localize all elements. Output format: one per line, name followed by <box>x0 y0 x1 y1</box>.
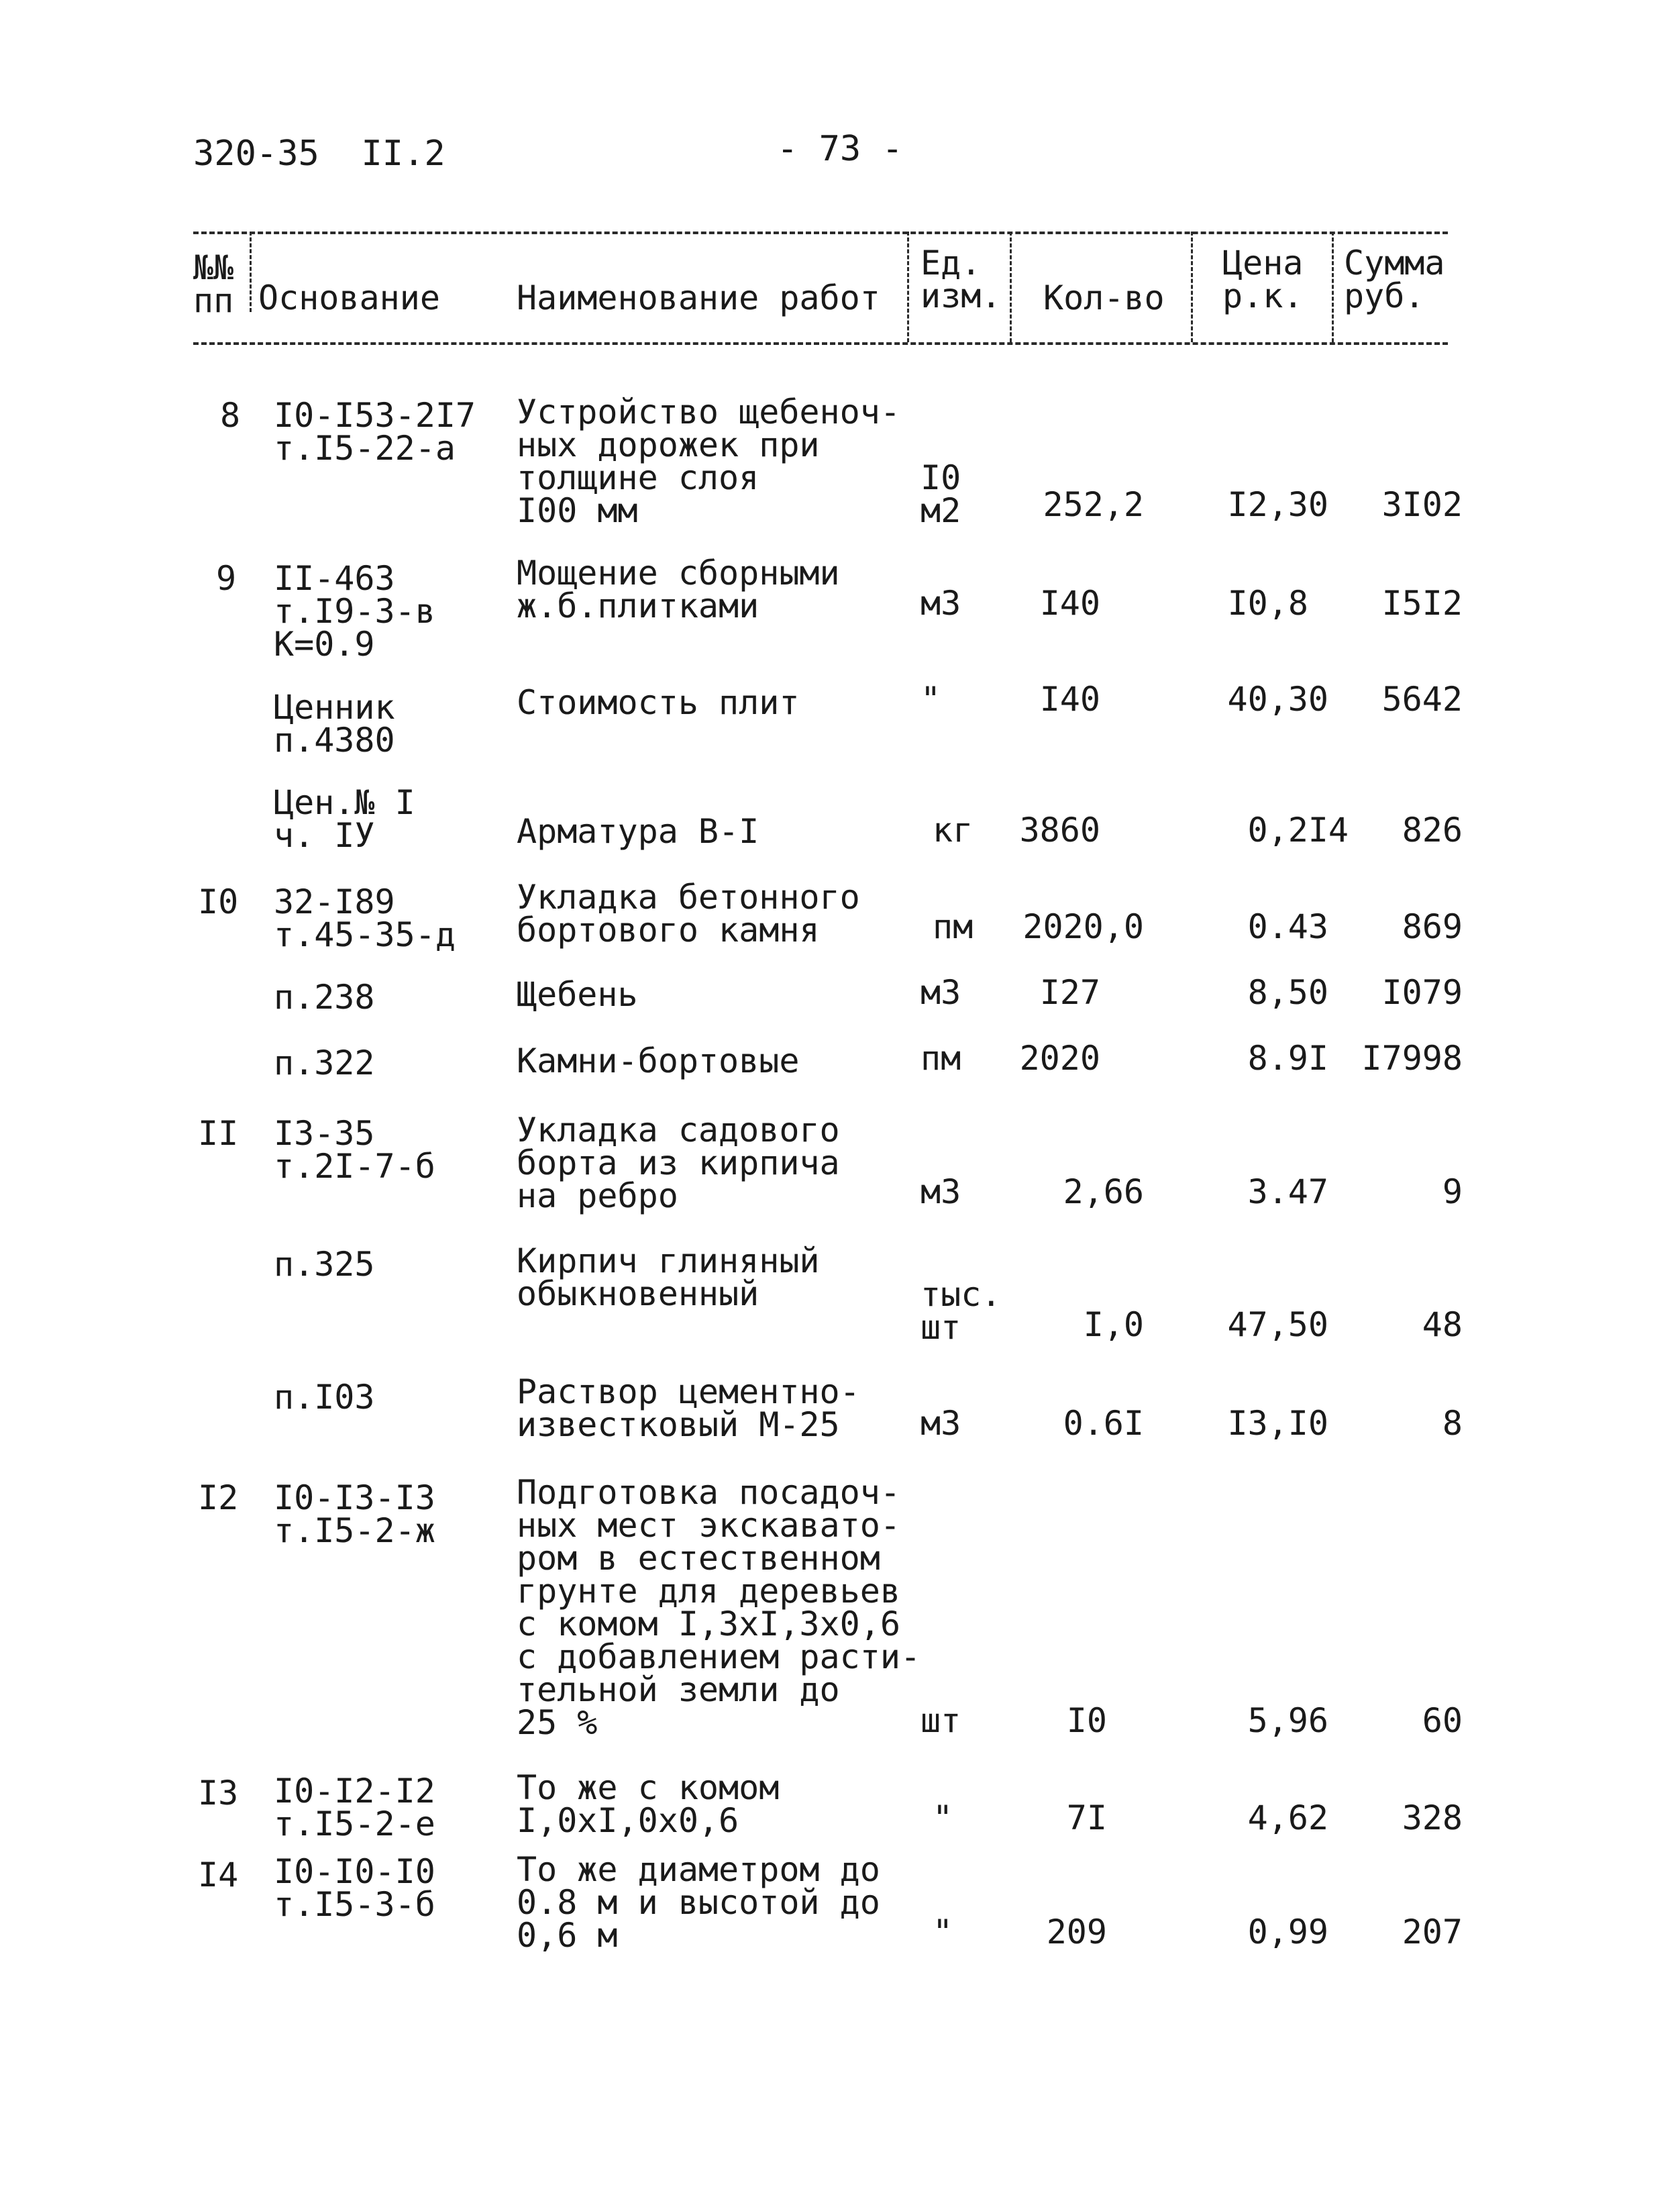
row-basis: п.I03 <box>274 1378 375 1417</box>
row-sum: 60 <box>1422 1701 1463 1740</box>
row-sum: 869 <box>1402 907 1463 946</box>
row-basis: I0-I53-2I7 т.I5-22-а <box>274 396 476 468</box>
row-price: 8,50 <box>1247 973 1328 1012</box>
row-sum: 48 <box>1422 1305 1463 1344</box>
column-header-name: Наименование работ <box>517 278 880 317</box>
row-work-name: Устройство щебеноч- ных дорожек при толщине слоя I00 мм <box>517 393 900 530</box>
row-basis: п.325 <box>274 1245 375 1284</box>
row-work-name: Укладка бетонного бортового камня <box>517 878 860 950</box>
row-work-name: Мощение сборными ж.б.плитками <box>517 554 840 625</box>
row-quantity: 3860 <box>1019 811 1100 850</box>
row-sum: I079 <box>1381 973 1463 1012</box>
column-header-num: №№ пп <box>193 248 234 320</box>
row-sum: 5642 <box>1381 680 1463 719</box>
row-work-name: То же с комом I,0xI,0x0,6 <box>517 1768 780 1840</box>
row-work-name: Арматура В-I <box>517 812 759 851</box>
row-number: I2 <box>198 1478 239 1517</box>
row-basis: 32-I89 т.45-35-д <box>274 882 456 954</box>
row-unit: м3 <box>921 973 961 1012</box>
column-divider <box>1332 232 1334 342</box>
row-work-name: Камни-бортовые <box>517 1041 800 1080</box>
row-quantity: I27 <box>1039 973 1100 1012</box>
row-quantity: 2020,0 <box>1022 907 1144 946</box>
row-number: 8 <box>220 396 241 435</box>
row-quantity: I,0 <box>1083 1305 1144 1344</box>
row-unit: пм <box>921 1039 961 1078</box>
column-header-unit: Ед. изм. <box>921 244 1002 315</box>
row-work-name: Щебень <box>517 975 638 1014</box>
column-divider <box>1010 232 1012 342</box>
row-unit: м3 <box>921 1404 961 1443</box>
row-work-name: То же диаметром до 0.8 м и высотой до 0,6 м <box>517 1850 880 1955</box>
row-basis: I0-I0-I0 т.I5-3-б <box>274 1852 435 1924</box>
row-sum: 207 <box>1402 1913 1463 1951</box>
row-sum: I5I2 <box>1381 584 1463 623</box>
header-bottom-rule <box>193 342 1448 345</box>
page-number: - 73 - <box>777 129 903 169</box>
column-header-qty: Кол-во <box>1043 278 1165 317</box>
row-quantity: 2020 <box>1019 1039 1100 1078</box>
row-quantity: 2,66 <box>1063 1172 1144 1211</box>
row-basis: п.238 <box>274 978 375 1017</box>
row-basis: п.322 <box>274 1044 375 1082</box>
row-number: II <box>198 1114 239 1153</box>
row-basis: Цен.№ I ч. IУ <box>274 783 415 855</box>
row-quantity: 0.6I <box>1063 1404 1144 1443</box>
row-sum: I7998 <box>1361 1039 1463 1078</box>
row-work-name: Раствор цементно- известковый М-25 <box>517 1372 860 1444</box>
column-divider <box>907 232 909 342</box>
header-top-rule <box>193 232 1448 234</box>
row-price: 5,96 <box>1247 1701 1328 1740</box>
column-divider <box>250 232 252 312</box>
row-price: 0.43 <box>1247 907 1328 946</box>
row-work-name: Стоимость плит <box>517 683 800 722</box>
row-price: 3.47 <box>1247 1172 1328 1211</box>
column-header-sum: Сумма руб. <box>1344 244 1445 315</box>
row-number: I0 <box>198 882 239 921</box>
row-unit: " <box>933 1913 953 1951</box>
row-unit: I0 м2 <box>921 458 961 530</box>
row-unit: м3 <box>921 584 961 623</box>
row-quantity: I40 <box>1039 680 1100 719</box>
row-unit: шт <box>921 1701 961 1740</box>
row-price: 0,99 <box>1247 1913 1328 1951</box>
row-unit: " <box>933 1798 953 1837</box>
row-price: I3,I0 <box>1227 1404 1328 1443</box>
row-work-name: Укладка садового борта из кирпича на ребро <box>517 1111 840 1215</box>
row-sum: 3I02 <box>1381 485 1463 524</box>
row-basis: Ценник п.4380 <box>274 688 395 760</box>
row-unit: пм <box>933 907 974 946</box>
row-price: 4,62 <box>1247 1798 1328 1837</box>
row-basis: I3-35 т.2I-7-б <box>274 1114 435 1186</box>
row-number: I4 <box>198 1855 239 1894</box>
row-quantity: 209 <box>1046 1913 1107 1951</box>
row-price: 40,30 <box>1227 680 1328 719</box>
row-sum: 826 <box>1402 811 1463 850</box>
row-unit: м3 <box>921 1172 961 1211</box>
document-code: 320-35 II.2 <box>193 134 445 174</box>
row-price: 47,50 <box>1227 1305 1328 1344</box>
row-sum: 328 <box>1402 1798 1463 1837</box>
row-number: 9 <box>216 559 237 598</box>
row-number: I3 <box>198 1774 239 1813</box>
row-price: I2,30 <box>1227 485 1328 524</box>
row-sum: 8 <box>1442 1404 1463 1443</box>
row-basis: I0-I3-I3 т.I5-2-ж <box>274 1478 435 1550</box>
row-work-name: Кирпич глиняный обыкновенный <box>517 1241 820 1313</box>
row-quantity: I0 <box>1066 1701 1107 1740</box>
row-quantity: 7I <box>1066 1798 1107 1837</box>
row-quantity: I40 <box>1039 584 1100 623</box>
row-unit: " <box>921 680 941 719</box>
column-header-basis: Основание <box>258 278 440 317</box>
row-price: 8.9I <box>1247 1039 1328 1078</box>
row-basis: II-463 т.I9-3-в К=0.9 <box>274 559 435 664</box>
row-unit: кг <box>933 811 974 850</box>
row-unit: тыс. шт <box>921 1275 1002 1347</box>
column-header-price: Цена р.к. <box>1222 244 1304 315</box>
row-basis: I0-I2-I2 т.I5-2-е <box>274 1772 435 1843</box>
row-price: 0,2I4 <box>1247 811 1349 850</box>
row-quantity: 252,2 <box>1043 485 1144 524</box>
column-divider <box>1191 232 1193 342</box>
row-price: I0,8 <box>1227 584 1308 623</box>
row-sum: 9 <box>1442 1172 1463 1211</box>
row-work-name: Подготовка посадоч- ных мест экскавато- ром в естественном грунте для деревьев с комом I,3xI,3x0,6 с добавлением расти- тельной земли до 25 % <box>517 1473 921 1742</box>
